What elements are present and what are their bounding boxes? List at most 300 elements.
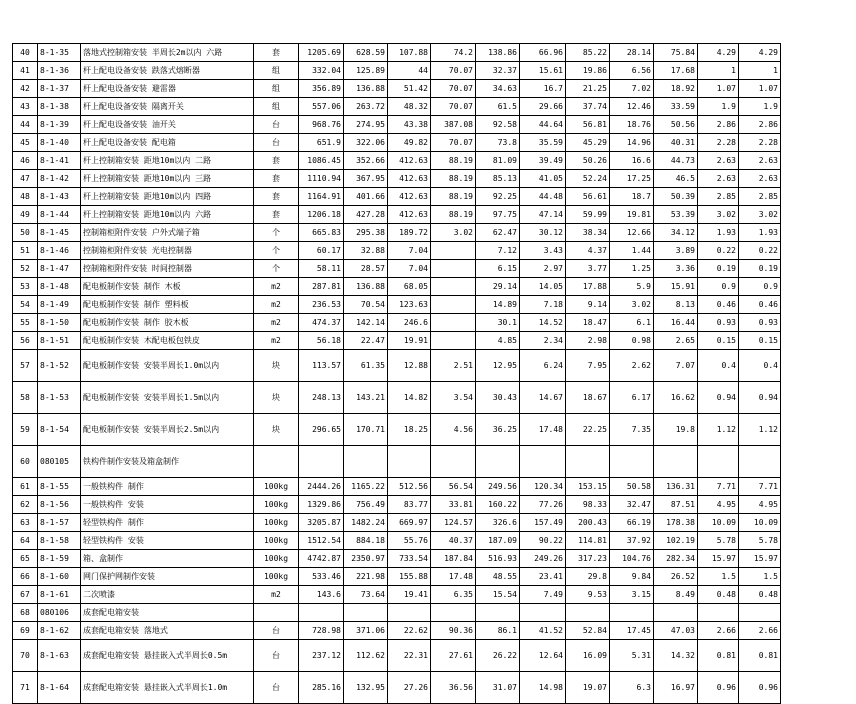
value-cell: 1329.86 <box>299 496 344 514</box>
value-cell: 2.63 <box>698 170 739 188</box>
quota-code-cell: 8-1-45 <box>38 224 81 242</box>
value-cell: 18.76 <box>610 116 654 134</box>
value-cell: 9.14 <box>566 296 610 314</box>
item-name-cell: 配电板制作安装 安装半周长1.0m以内 <box>81 350 254 382</box>
unit-cell: 100kg <box>254 568 299 586</box>
value-cell: 26.52 <box>654 568 698 586</box>
value-cell: 7.12 <box>476 242 520 260</box>
table-row <box>13 116 781 134</box>
value-cell: 50.26 <box>566 152 610 170</box>
value-cell <box>344 604 388 622</box>
value-cell: 0.19 <box>739 260 781 278</box>
value-cell: 29.8 <box>566 568 610 586</box>
value-cell: 3205.87 <box>299 514 344 532</box>
item-name-cell: 成套配电箱安装 悬挂嵌入式半周长1.0m <box>81 672 254 704</box>
value-cell: 3.02 <box>431 224 476 242</box>
value-cell: 70.07 <box>431 98 476 116</box>
value-cell: 114.81 <box>566 532 610 550</box>
value-cell <box>739 604 781 622</box>
value-cell: 0.9 <box>739 278 781 296</box>
value-cell: 7.18 <box>520 296 566 314</box>
value-cell: 50.39 <box>654 188 698 206</box>
table-row <box>13 514 781 532</box>
value-cell: 356.89 <box>299 80 344 98</box>
unit-cell: m2 <box>254 586 299 604</box>
quota-code-cell: 8-1-38 <box>38 98 81 116</box>
value-cell: 263.72 <box>344 98 388 116</box>
value-cell: 19.86 <box>566 62 610 80</box>
value-cell: 1.44 <box>610 242 654 260</box>
value-cell: 16.62 <box>654 382 698 414</box>
value-cell: 132.95 <box>344 672 388 704</box>
value-cell: 107.88 <box>388 44 431 62</box>
value-cell: 516.93 <box>476 550 520 568</box>
value-cell: 1.07 <box>698 80 739 98</box>
value-cell: 85.22 <box>566 44 610 62</box>
value-cell: 18.25 <box>388 414 431 446</box>
value-cell: 17.88 <box>566 278 610 296</box>
value-cell: 728.98 <box>299 622 344 640</box>
value-cell: 9.53 <box>566 586 610 604</box>
row-number-cell: 51 <box>13 242 38 260</box>
value-cell: 367.95 <box>344 170 388 188</box>
quota-code-cell: 8-1-60 <box>38 568 81 586</box>
value-cell: 968.76 <box>299 116 344 134</box>
value-cell: 77.26 <box>520 496 566 514</box>
value-cell: 157.49 <box>520 514 566 532</box>
value-cell: 326.6 <box>476 514 520 532</box>
item-name-cell: 网门保护网制作安装 <box>81 568 254 586</box>
item-name-cell: 杆上控制箱安装 距地10m以内 四路 <box>81 188 254 206</box>
value-cell: 22.25 <box>566 414 610 446</box>
table-row <box>13 296 781 314</box>
value-cell: 0.93 <box>739 314 781 332</box>
value-cell: 7.04 <box>388 260 431 278</box>
item-name-cell: 控制箱柜附件安装 光电控制器 <box>81 242 254 260</box>
row-number-cell: 60 <box>13 446 38 478</box>
unit-cell: 套 <box>254 188 299 206</box>
value-cell: 143.6 <box>299 586 344 604</box>
value-cell: 237.12 <box>299 640 344 672</box>
item-name-cell: 杆上配电设备安装 油开关 <box>81 116 254 134</box>
value-cell: 2.62 <box>610 350 654 382</box>
value-cell: 16.7 <box>520 80 566 98</box>
value-cell: 30.1 <box>476 314 520 332</box>
value-cell: 317.23 <box>566 550 610 568</box>
value-cell: 2.63 <box>739 170 781 188</box>
value-cell: 49.82 <box>388 134 431 152</box>
value-cell: 37.74 <box>566 98 610 116</box>
value-cell: 50.58 <box>610 478 654 496</box>
row-number-cell: 57 <box>13 350 38 382</box>
value-cell: 2.66 <box>739 622 781 640</box>
value-cell: 66.19 <box>610 514 654 532</box>
value-cell: 44 <box>388 62 431 80</box>
value-cell: 4.29 <box>698 44 739 62</box>
row-number-cell: 42 <box>13 80 38 98</box>
value-cell: 136.88 <box>344 278 388 296</box>
row-number-cell: 45 <box>13 134 38 152</box>
unit-cell: 个 <box>254 242 299 260</box>
quota-code-cell: 8-1-36 <box>38 62 81 80</box>
quota-code-cell: 8-1-56 <box>38 496 81 514</box>
value-cell <box>610 604 654 622</box>
row-number-cell: 56 <box>13 332 38 350</box>
value-cell: 6.17 <box>610 382 654 414</box>
value-cell: 7.71 <box>698 478 739 496</box>
value-cell <box>476 604 520 622</box>
value-cell <box>388 446 431 478</box>
value-cell: 142.14 <box>344 314 388 332</box>
item-name-cell: 杆上控制箱安装 距地10m以内 六路 <box>81 206 254 224</box>
quota-code-cell: 8-1-52 <box>38 350 81 382</box>
value-cell <box>431 332 476 350</box>
value-cell: 124.57 <box>431 514 476 532</box>
value-cell: 46.5 <box>654 170 698 188</box>
value-cell: 90.36 <box>431 622 476 640</box>
item-name-cell: 杆上控制箱安装 距地10m以内 三路 <box>81 170 254 188</box>
value-cell: 104.76 <box>610 550 654 568</box>
value-cell: 32.37 <box>476 62 520 80</box>
value-cell: 285.16 <box>299 672 344 704</box>
quota-code-cell: 080105 <box>38 446 81 478</box>
value-cell: 4.29 <box>739 44 781 62</box>
value-cell: 120.34 <box>520 478 566 496</box>
table-row <box>13 152 781 170</box>
unit-cell: 组 <box>254 80 299 98</box>
value-cell <box>698 446 739 478</box>
value-cell: 43.38 <box>388 116 431 134</box>
table-row <box>13 98 781 116</box>
item-name-cell: 杆上配电设备安装 隔离开关 <box>81 98 254 116</box>
value-cell: 102.19 <box>654 532 698 550</box>
quota-code-cell: 8-1-49 <box>38 296 81 314</box>
value-cell: 61.5 <box>476 98 520 116</box>
unit-cell: 组 <box>254 62 299 80</box>
value-cell: 0.19 <box>698 260 739 278</box>
quota-code-cell: 8-1-48 <box>38 278 81 296</box>
value-cell: 1.5 <box>698 568 739 586</box>
value-cell: 1110.94 <box>299 170 344 188</box>
value-cell: 47.03 <box>654 622 698 640</box>
value-cell: 60.17 <box>299 242 344 260</box>
quota-code-cell: 8-1-62 <box>38 622 81 640</box>
table-row <box>13 188 781 206</box>
value-cell: 7.71 <box>739 478 781 496</box>
value-cell: 352.66 <box>344 152 388 170</box>
item-name-cell: 控制箱柜附件安装 时间控制器 <box>81 260 254 278</box>
value-cell: 0.15 <box>739 332 781 350</box>
row-number-cell: 53 <box>13 278 38 296</box>
table-row <box>13 314 781 332</box>
value-cell: 1 <box>739 62 781 80</box>
value-cell: 7.02 <box>610 80 654 98</box>
value-cell: 35.59 <box>520 134 566 152</box>
value-cell <box>388 604 431 622</box>
value-cell: 41.52 <box>520 622 566 640</box>
unit-cell: m2 <box>254 314 299 332</box>
item-name-cell: 成套配电箱安装 悬挂嵌入式半周长0.5m <box>81 640 254 672</box>
value-cell: 7.07 <box>654 350 698 382</box>
value-cell: 187.09 <box>476 532 520 550</box>
value-cell <box>520 446 566 478</box>
table-row <box>13 206 781 224</box>
value-cell: 32.88 <box>344 242 388 260</box>
value-cell: 52.24 <box>566 170 610 188</box>
quota-code-cell: 8-1-64 <box>38 672 81 704</box>
value-cell <box>566 446 610 478</box>
value-cell: 97.75 <box>476 206 520 224</box>
value-cell: 4.37 <box>566 242 610 260</box>
row-number-cell: 64 <box>13 532 38 550</box>
unit-cell: m2 <box>254 332 299 350</box>
value-cell: 52.84 <box>566 622 610 640</box>
value-cell: 34.63 <box>476 80 520 98</box>
value-cell: 2.63 <box>739 152 781 170</box>
value-cell: 733.54 <box>388 550 431 568</box>
value-cell: 18.67 <box>566 382 610 414</box>
value-cell: 21.25 <box>566 80 610 98</box>
value-cell: 6.1 <box>610 314 654 332</box>
value-cell: 2.86 <box>739 116 781 134</box>
value-cell: 2350.97 <box>344 550 388 568</box>
row-number-cell: 70 <box>13 640 38 672</box>
unit-cell: m2 <box>254 296 299 314</box>
value-cell: 29.66 <box>520 98 566 116</box>
row-number-cell: 41 <box>13 62 38 80</box>
value-cell: 282.34 <box>654 550 698 568</box>
row-number-cell: 65 <box>13 550 38 568</box>
quota-code-cell: 8-1-53 <box>38 382 81 414</box>
row-number-cell: 54 <box>13 296 38 314</box>
value-cell: 412.63 <box>388 170 431 188</box>
table-row <box>13 80 781 98</box>
value-cell: 56.54 <box>431 478 476 496</box>
value-cell: 669.97 <box>388 514 431 532</box>
value-cell <box>520 604 566 622</box>
item-name-cell: 控制箱柜附件安装 户外式端子箱 <box>81 224 254 242</box>
value-cell: 1.5 <box>739 568 781 586</box>
value-cell: 155.88 <box>388 568 431 586</box>
value-cell: 1205.69 <box>299 44 344 62</box>
value-cell: 14.82 <box>388 382 431 414</box>
item-name-cell: 成套配电箱安装 <box>81 604 254 622</box>
value-cell: 10.09 <box>698 514 739 532</box>
item-name-cell: 轻型铁构件 安装 <box>81 532 254 550</box>
unit-cell: 台 <box>254 134 299 152</box>
value-cell: 0.81 <box>698 640 739 672</box>
value-cell: 56.18 <box>299 332 344 350</box>
table-row <box>13 134 781 152</box>
row-number-cell: 62 <box>13 496 38 514</box>
item-name-cell: 杆上配电设备安装 避雷器 <box>81 80 254 98</box>
value-cell: 387.08 <box>431 116 476 134</box>
table-row <box>13 44 781 62</box>
quota-code-cell: 8-1-35 <box>38 44 81 62</box>
value-cell: 16.6 <box>610 152 654 170</box>
value-cell: 249.26 <box>520 550 566 568</box>
value-cell: 1.9 <box>698 98 739 116</box>
value-cell <box>431 446 476 478</box>
value-cell: 22.31 <box>388 640 431 672</box>
value-cell: 170.71 <box>344 414 388 446</box>
value-cell: 40.31 <box>654 134 698 152</box>
unit-cell: m2 <box>254 278 299 296</box>
value-cell: 92.58 <box>476 116 520 134</box>
unit-cell: 台 <box>254 672 299 704</box>
value-cell: 5.31 <box>610 640 654 672</box>
item-name-cell: 杆上配电设备安装 跌落式熔断器 <box>81 62 254 80</box>
value-cell: 40.37 <box>431 532 476 550</box>
unit-cell: 100kg <box>254 514 299 532</box>
item-name-cell: 配电板制作安装 制作 胶木板 <box>81 314 254 332</box>
quota-code-cell: 8-1-61 <box>38 586 81 604</box>
row-number-cell: 49 <box>13 206 38 224</box>
value-cell: 19.81 <box>610 206 654 224</box>
row-number-cell: 46 <box>13 152 38 170</box>
value-cell: 22.47 <box>344 332 388 350</box>
item-name-cell: 杆上控制箱安装 距地10m以内 二路 <box>81 152 254 170</box>
row-number-cell: 43 <box>13 98 38 116</box>
value-cell: 1482.24 <box>344 514 388 532</box>
value-cell <box>654 446 698 478</box>
table-row <box>13 496 781 514</box>
value-cell: 19.91 <box>388 332 431 350</box>
item-name-cell: 二次喷漆 <box>81 586 254 604</box>
value-cell: 427.28 <box>344 206 388 224</box>
value-cell <box>299 446 344 478</box>
table-row <box>13 62 781 80</box>
value-cell: 88.19 <box>431 188 476 206</box>
value-cell: 44.48 <box>520 188 566 206</box>
value-cell: 15.61 <box>520 62 566 80</box>
value-cell <box>610 446 654 478</box>
value-cell: 27.61 <box>431 640 476 672</box>
value-cell: 2.63 <box>698 152 739 170</box>
value-cell: 74.2 <box>431 44 476 62</box>
value-cell: 2.65 <box>654 332 698 350</box>
table-row <box>13 672 781 704</box>
value-cell: 1164.91 <box>299 188 344 206</box>
value-cell: 1086.45 <box>299 152 344 170</box>
value-cell: 36.25 <box>476 414 520 446</box>
unit-cell: 块 <box>254 414 299 446</box>
value-cell: 48.55 <box>476 568 520 586</box>
value-cell: 75.84 <box>654 44 698 62</box>
row-number-cell: 69 <box>13 622 38 640</box>
value-cell: 0.46 <box>739 296 781 314</box>
value-cell: 31.07 <box>476 672 520 704</box>
table-row <box>13 278 781 296</box>
value-cell: 90.22 <box>520 532 566 550</box>
value-cell: 14.05 <box>520 278 566 296</box>
value-cell <box>431 296 476 314</box>
value-cell: 0.98 <box>610 332 654 350</box>
table-row <box>13 568 781 586</box>
value-cell: 16.44 <box>654 314 698 332</box>
value-cell: 16.09 <box>566 640 610 672</box>
value-cell: 70.07 <box>431 62 476 80</box>
value-cell: 322.06 <box>344 134 388 152</box>
unit-cell: 个 <box>254 224 299 242</box>
item-name-cell: 箱、盒制作 <box>81 550 254 568</box>
row-number-cell: 67 <box>13 586 38 604</box>
item-name-cell: 配电板制作安装 制作 塑料板 <box>81 296 254 314</box>
value-cell: 474.37 <box>299 314 344 332</box>
value-cell: 50.56 <box>654 116 698 134</box>
quota-code-cell: 8-1-41 <box>38 152 81 170</box>
row-number-cell: 71 <box>13 672 38 704</box>
unit-cell: 台 <box>254 640 299 672</box>
quota-code-cell: 8-1-42 <box>38 170 81 188</box>
quota-code-cell: 8-1-44 <box>38 206 81 224</box>
value-cell: 0.9 <box>698 278 739 296</box>
value-cell: 8.13 <box>654 296 698 314</box>
value-cell: 3.77 <box>566 260 610 278</box>
value-cell: 756.49 <box>344 496 388 514</box>
value-cell: 2.85 <box>739 188 781 206</box>
table-row <box>13 382 781 414</box>
value-cell: 70.07 <box>431 134 476 152</box>
value-cell: 6.24 <box>520 350 566 382</box>
quota-code-cell: 8-1-51 <box>38 332 81 350</box>
value-cell: 9.84 <box>610 568 654 586</box>
value-cell: 38.34 <box>566 224 610 242</box>
quota-code-cell: 8-1-57 <box>38 514 81 532</box>
value-cell: 0.93 <box>698 314 739 332</box>
unit-cell: 套 <box>254 170 299 188</box>
value-cell: 7.04 <box>388 242 431 260</box>
value-cell: 7.95 <box>566 350 610 382</box>
value-cell: 15.54 <box>476 586 520 604</box>
unit-cell: 100kg <box>254 532 299 550</box>
value-cell: 2444.26 <box>299 478 344 496</box>
value-cell: 125.89 <box>344 62 388 80</box>
value-cell <box>431 278 476 296</box>
value-cell: 2.51 <box>431 350 476 382</box>
quota-code-cell: 8-1-54 <box>38 414 81 446</box>
table-row <box>13 622 781 640</box>
table-row <box>13 350 781 382</box>
unit-cell: 个 <box>254 260 299 278</box>
item-name-cell: 配电板制作安装 制作 木板 <box>81 278 254 296</box>
value-cell: 44.73 <box>654 152 698 170</box>
value-cell: 3.02 <box>610 296 654 314</box>
value-cell: 533.46 <box>299 568 344 586</box>
value-cell: 41.05 <box>520 170 566 188</box>
value-cell: 136.31 <box>654 478 698 496</box>
table-row <box>13 478 781 496</box>
value-cell: 68.05 <box>388 278 431 296</box>
value-cell: 70.54 <box>344 296 388 314</box>
value-cell: 4.85 <box>476 332 520 350</box>
value-cell: 51.42 <box>388 80 431 98</box>
value-cell: 59.99 <box>566 206 610 224</box>
value-cell: 30.43 <box>476 382 520 414</box>
value-cell: 0.46 <box>698 296 739 314</box>
value-cell: 23.41 <box>520 568 566 586</box>
value-cell: 88.19 <box>431 206 476 224</box>
value-cell: 0.48 <box>739 586 781 604</box>
item-name-cell: 配电板制作安装 木配电板包铁皮 <box>81 332 254 350</box>
value-cell: 274.95 <box>344 116 388 134</box>
row-number-cell: 55 <box>13 314 38 332</box>
value-cell: 88.19 <box>431 170 476 188</box>
unit-cell <box>254 604 299 622</box>
item-name-cell: 铁构件制作安装及箱盒制作 <box>81 446 254 478</box>
value-cell: 296.65 <box>299 414 344 446</box>
value-cell: 22.62 <box>388 622 431 640</box>
